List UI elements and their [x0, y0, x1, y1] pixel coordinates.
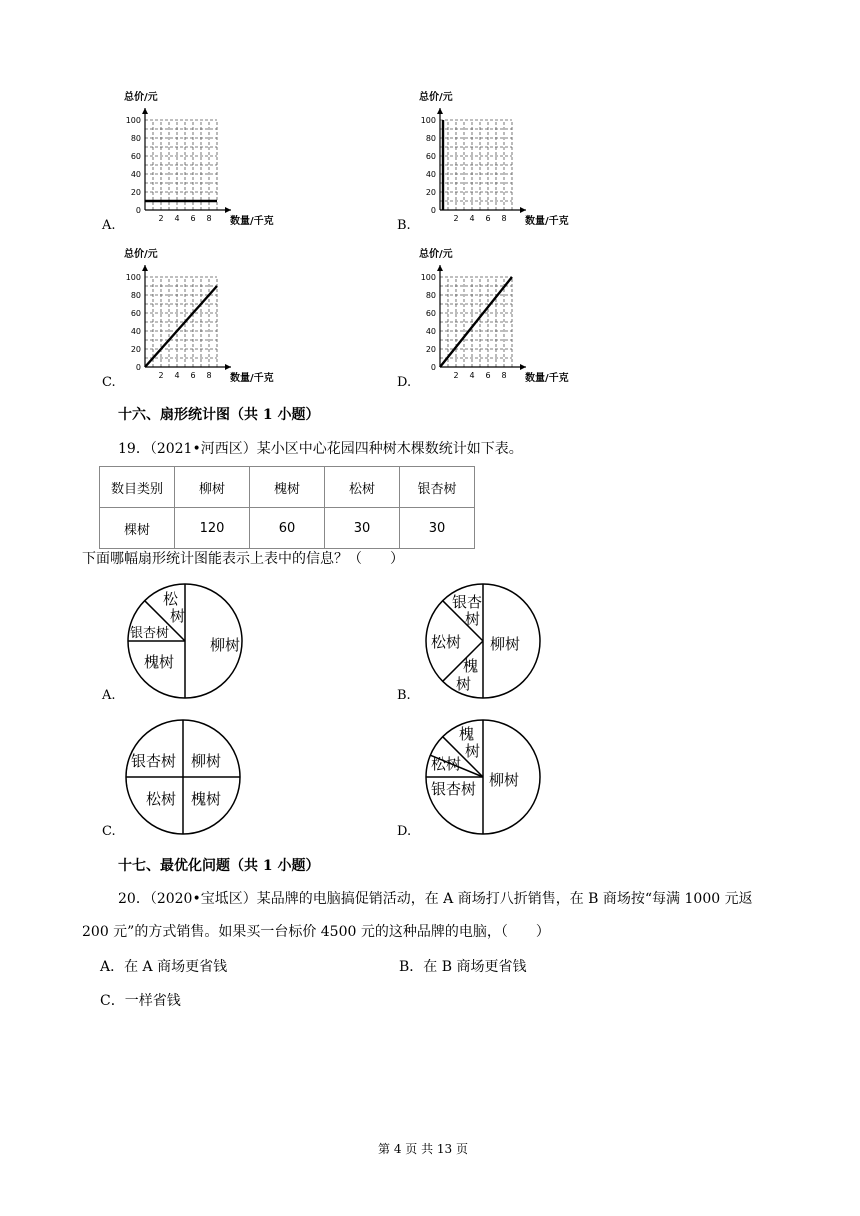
section-title: 十七、最优化问题（共 1 小题） [118, 858, 320, 874]
x-tick-label: 4 [174, 371, 180, 380]
x-axis-label: 数量/千克 [525, 373, 569, 384]
x-tick-label: 6 [190, 371, 196, 380]
y-tick-label: 20 [425, 188, 436, 197]
y-axis-arrow [142, 108, 148, 114]
graph-d [395, 245, 595, 390]
y-tick-label: 100 [420, 116, 436, 125]
pie-chart-b [395, 580, 595, 710]
table-cell: 柳树 [175, 467, 250, 508]
y-axis-label: 总价/元 [124, 249, 158, 260]
pie-chart-c [100, 718, 300, 848]
y-tick-label: 20 [425, 345, 436, 354]
section-title: 十六、扇形统计图（共 1 小题） [118, 407, 320, 423]
graph-option-c [100, 245, 300, 390]
graph-option-a [100, 88, 300, 233]
pie-label: 松 [163, 590, 179, 608]
y-tick-label: 80 [425, 291, 436, 300]
x-tick-label: 8 [206, 214, 212, 223]
graph-option-d [395, 245, 595, 390]
y-tick-label: 0 [135, 363, 141, 372]
y-axis-arrow [142, 265, 148, 271]
y-axis-arrow [437, 108, 443, 114]
question-text-line: 200 元”的方式销售。如果买一台标价 4500 元的这种品牌的电脑，（ ） [82, 924, 550, 940]
y-tick-label: 80 [130, 291, 141, 300]
pie-label: 松树 [431, 633, 462, 651]
y-tick-label: 100 [420, 273, 436, 282]
pie-label: 槐 [459, 725, 475, 743]
pie-option-b [395, 580, 595, 710]
pie-chart-a [100, 580, 300, 710]
table-header-row [100, 467, 475, 508]
pie-label: 柳树 [210, 636, 241, 654]
pie-label: 柳树 [191, 752, 222, 770]
table-cell: 30 [325, 508, 400, 549]
option-letter: A. [102, 218, 116, 233]
pie-label: 银杏树 [131, 752, 177, 770]
option-letter: B. [397, 688, 411, 703]
y-tick-label: 60 [425, 152, 436, 161]
y-tick-label: 0 [430, 363, 436, 372]
answer-option-c: C．一样省钱 [100, 993, 181, 1009]
answer-option-b: B．在 B 商场更省钱 [399, 959, 527, 975]
pie-option-c [100, 718, 300, 848]
table-cell: 棵树 [100, 508, 175, 549]
pie-label: 树 [465, 610, 481, 628]
y-tick-label: 60 [130, 152, 141, 161]
x-tick-label: 2 [453, 214, 459, 223]
x-tick-label: 6 [485, 371, 491, 380]
pie-label: 松树 [431, 755, 462, 773]
pie-label: 槐树 [191, 790, 222, 808]
graph-option-b [395, 88, 595, 233]
pie-label: 柳树 [489, 771, 520, 789]
x-tick-label: 4 [469, 214, 475, 223]
table-cell: 30 [400, 508, 475, 549]
x-tick-label: 2 [158, 371, 164, 380]
x-axis-label: 数量/千克 [230, 216, 274, 227]
question-text-line: 20．（2020•宝坻区）某品牌的电脑搞促销活动，在 A 商场打八折销售，在 B 商场按“每满 1000 元返 [118, 891, 753, 907]
x-axis-arrow [520, 207, 526, 213]
y-tick-label: 40 [425, 327, 436, 336]
pie-label: 树 [456, 675, 472, 693]
y-tick-label: 40 [130, 170, 141, 179]
table-cell: 槐树 [250, 467, 325, 508]
y-axis-arrow [437, 265, 443, 271]
y-tick-label: 20 [130, 188, 141, 197]
y-tick-label: 40 [425, 170, 436, 179]
y-axis-label: 总价/元 [419, 92, 453, 103]
y-tick-label: 80 [130, 134, 141, 143]
x-tick-label: 2 [453, 371, 459, 380]
y-tick-label: 100 [125, 273, 141, 282]
x-axis-arrow [225, 364, 231, 370]
table-cell: 银杏树 [400, 467, 475, 508]
y-tick-label: 40 [130, 327, 141, 336]
x-tick-label: 8 [501, 371, 507, 380]
pie-option-a [100, 580, 300, 710]
question-prompt: 下面哪幅扇形统计图能表示上表中的信息？（ ） [82, 551, 404, 567]
pie-chart-d [395, 718, 595, 848]
pie-option-d [395, 718, 595, 848]
x-axis-arrow [520, 364, 526, 370]
graph-a [100, 88, 300, 233]
y-tick-label: 60 [425, 309, 436, 318]
x-axis-label: 数量/千克 [230, 373, 274, 384]
pie-label: 槐 [463, 657, 479, 675]
y-axis-label: 总价/元 [419, 249, 453, 260]
option-letter: C. [102, 375, 116, 390]
pie-label: 柳树 [490, 635, 521, 653]
pie-label: 银杏树 [431, 780, 477, 798]
y-tick-label: 60 [130, 309, 141, 318]
y-axis-label: 总价/元 [124, 92, 158, 103]
x-tick-label: 8 [501, 214, 507, 223]
x-tick-label: 8 [206, 371, 212, 380]
option-letter: C. [102, 824, 116, 839]
page-footer: 第 4 页 共 13 页 [378, 1142, 468, 1156]
y-tick-label: 100 [125, 116, 141, 125]
answer-option-a: A．在 A 商场更省钱 [100, 959, 228, 975]
x-tick-label: 6 [190, 214, 196, 223]
option-letter: D. [397, 375, 412, 390]
y-tick-label: 0 [430, 206, 436, 215]
data-table [99, 466, 475, 549]
y-tick-label: 20 [130, 345, 141, 354]
x-axis-label: 数量/千克 [525, 216, 569, 227]
pie-label: 松树 [146, 790, 177, 808]
y-tick-label: 0 [135, 206, 141, 215]
graph-b [395, 88, 595, 233]
table-cell: 60 [250, 508, 325, 549]
x-tick-label: 6 [485, 214, 491, 223]
pie-label: 树 [170, 607, 186, 625]
pie-label: 树 [465, 742, 481, 760]
x-tick-label: 4 [174, 214, 180, 223]
pie-label: 银杏 [452, 593, 483, 611]
table-row [100, 508, 475, 549]
graph-c [100, 245, 300, 390]
table-cell: 数目类别 [100, 467, 175, 508]
y-tick-label: 80 [425, 134, 436, 143]
table-cell: 120 [175, 508, 250, 549]
option-letter: A. [102, 688, 116, 703]
x-tick-label: 2 [158, 214, 164, 223]
x-axis-arrow [225, 207, 231, 213]
option-letter: D. [397, 824, 412, 839]
pie-label: 银杏树 [130, 626, 170, 641]
question-stem: 19．（2021•河西区）某小区中心花园四种树木棵数统计如下表。 [118, 441, 523, 457]
data-line [145, 286, 217, 367]
pie-label: 槐树 [144, 653, 175, 671]
x-tick-label: 4 [469, 371, 475, 380]
option-letter: B. [397, 218, 411, 233]
table-cell: 松树 [325, 467, 400, 508]
